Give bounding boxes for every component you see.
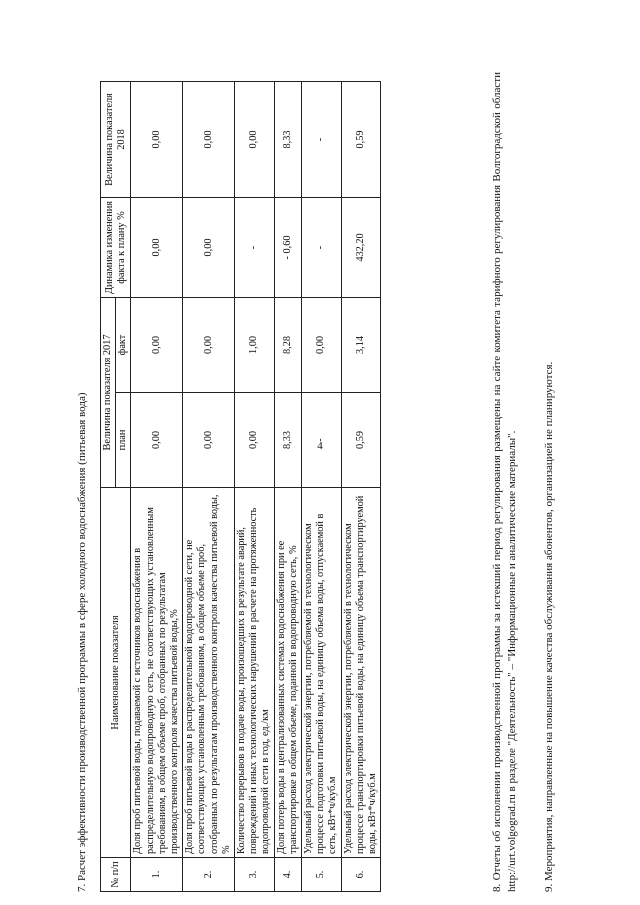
row-dynamics: 0,00 [183, 198, 235, 298]
table-row [341, 82, 381, 892]
row-value-2018: 0,00 [235, 82, 275, 198]
row-name: Доля потерь воды в централизованных системах водоснабжения при ее транспортировке в общем объеме, поданной в водопроводную сеть, % [274, 488, 301, 858]
row-num: 2. [183, 858, 235, 892]
row-value-2018: 8,33 [274, 82, 301, 198]
section-9-paragraph: 9. Мероприятия, направленные на повышение качества обслуживания абонентов, организацией не планируются. [543, 361, 555, 892]
row-fact: 0,00 [131, 298, 183, 393]
rotated-page-content [12, 72, 612, 892]
row-dynamics: 0,00 [131, 198, 183, 298]
row-num: 4. [274, 858, 301, 892]
row-fact: 1,00 [235, 298, 275, 393]
header-dynamics: Динамика изменения факта к плану % [101, 198, 131, 298]
row-name: Удельный расход электрической энергии, потребляемой в технологическом процессе транспортировки питьевой воды, на единицу объема транспортируемой воды, кВт*ч/куб.м [341, 488, 381, 858]
row-dynamics: 432,20 [341, 198, 381, 298]
header-name: Наименование показателя [101, 488, 131, 858]
row-plan: 0,59 [341, 393, 381, 488]
efficiency-table [100, 81, 381, 892]
row-value-2018: 0,59 [341, 82, 381, 198]
header-value-2017: Величина показателя 2017 [101, 298, 116, 488]
table-row [131, 82, 183, 892]
table-header-row [101, 82, 116, 892]
row-num: 3. [235, 858, 275, 892]
page-number: 4 [317, 440, 323, 452]
row-name: Количество перерывов в подаче воды, произошедших в результате аварий, повреждений и иных технологических нарушений в расчете на протяженность водопроводной сети в год, ед./км [235, 488, 275, 858]
row-plan: 8,33 [274, 393, 301, 488]
header-plan: план [116, 393, 131, 488]
row-plan: 0,00 [183, 393, 235, 488]
row-fact: 3,14 [341, 298, 381, 393]
row-dynamics: - 0,60 [274, 198, 301, 298]
row-plan: 0,00 [235, 393, 275, 488]
row-dynamics: - [235, 198, 275, 298]
row-num: 6. [341, 858, 381, 892]
row-value-2018: 0,00 [183, 82, 235, 198]
row-num: 5. [302, 858, 342, 892]
row-plan: - [302, 393, 342, 488]
row-name: Доля проб питьевой воды в распределительной водопроводной сети, не соответствующих установленным требованиям, в общем объеме проб, отобранных по результатам производственного контроля качества питьевой воды, % [183, 488, 235, 858]
section-8-paragraph: 8. Отчеты об исполнении производственной программы за истекший период регулирования размещены на сайте комитета тарифного регулирования Волгоградской области http://urt.volgograd.ru в разделе "Деятельность" – "Информационные и аналитические материалы". [491, 72, 518, 892]
table-row [235, 82, 275, 892]
row-num: 1. [131, 858, 183, 892]
row-fact: 0,00 [183, 298, 235, 393]
row-plan: 0,00 [131, 393, 183, 488]
row-name: Доля проб питьевой воды, подаваемой с источников водоснабжения в распределительную водопроводную сеть, не соответствующих установленным требованиям, в общем объеме проб, отобранных по результатам производственного контроля качества питьевой воды,% [131, 488, 183, 858]
table-row [274, 82, 301, 892]
row-dynamics: - [302, 198, 342, 298]
section-7-heading: 7. Расчет эффективности производственной программы в сфере холодного водоснабжения (питьевая вода) [76, 392, 88, 892]
row-fact: 0,00 [302, 298, 342, 393]
row-fact: 8,28 [274, 298, 301, 393]
table-row [302, 82, 342, 892]
row-name: Удельный расход электрической энергии, потребляемой в технологическом процессе подготовки питьевой воды, на единицу объема воды, отпускаемой в сеть, кВт*ч/куб.м [302, 488, 342, 858]
header-value-2018: Величина показателя 2018 [101, 82, 131, 198]
row-value-2018: - [302, 82, 342, 198]
header-num: № п/п [101, 858, 131, 892]
header-fact: факт [116, 298, 131, 393]
table-row [183, 82, 235, 892]
row-value-2018: 0,00 [131, 82, 183, 198]
